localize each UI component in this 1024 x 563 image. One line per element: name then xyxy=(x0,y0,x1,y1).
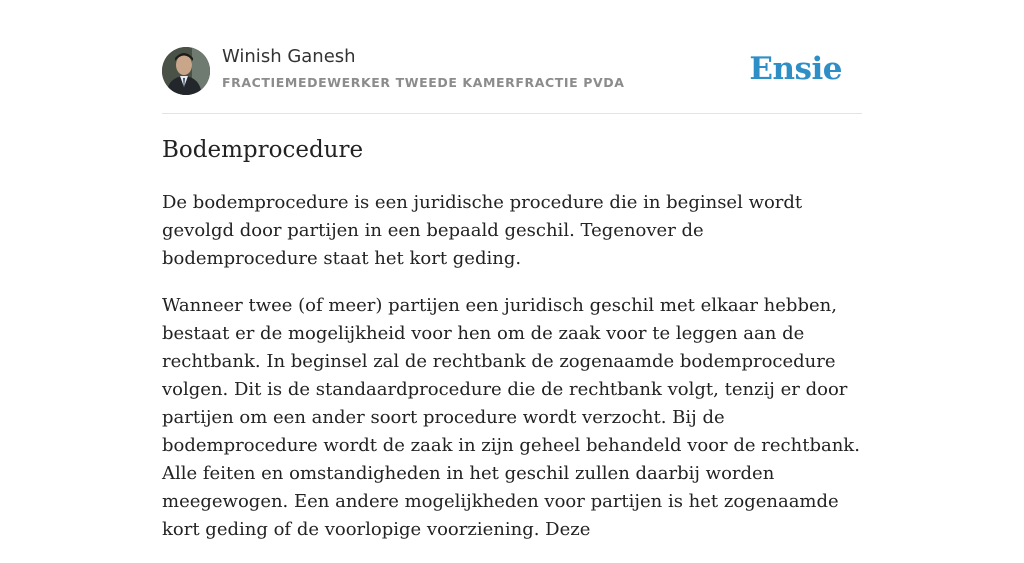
article-paragraph: De bodemprocedure is een juridische procedure die in beginsel wordt gevolgd door partijen in een bepaald geschil. Tegenover de bodemprocedure staat het kort geding. xyxy=(162,192,803,269)
article-paragraph: Wanneer twee (of meer) partijen een juridisch geschil met elkaar hebben, bestaat er de mogelijkheid voor hen om de zaak voor te leggen aan de rechtbank. In beginsel zal de rechtbank de zogenaamde bodemprocedure volgen. Dit is de standaardprocedure die de rechtbank volgt, tenzij er door partijen om een ander soort procedure wordt verzocht. Bij de bodemprocedure wordt de zaak in zijn geheel behandeld voor de rechtbank. Alle feiten en omstandigheden in het geschil zullen daarbij worden meegewogen. Een andere mogelijkheden voor partijen is het zogenaamde kort geding of de voorlopige voorziening. Deze xyxy=(162,295,860,540)
author-header xyxy=(162,0,862,114)
article-body xyxy=(162,189,862,563)
ensie-logo[interactable]: Ensie xyxy=(749,51,842,87)
article-page xyxy=(162,0,862,540)
article-title: Bodemprocedure xyxy=(162,137,364,163)
author-avatar[interactable] xyxy=(162,47,210,95)
avatar-photo-icon xyxy=(162,47,210,95)
author-role: FRACTIEMEDEWERKER TWEEDE KAMERFRACTIE PVDA xyxy=(222,75,625,90)
author-name[interactable]: Winish Ganesh xyxy=(222,46,356,67)
